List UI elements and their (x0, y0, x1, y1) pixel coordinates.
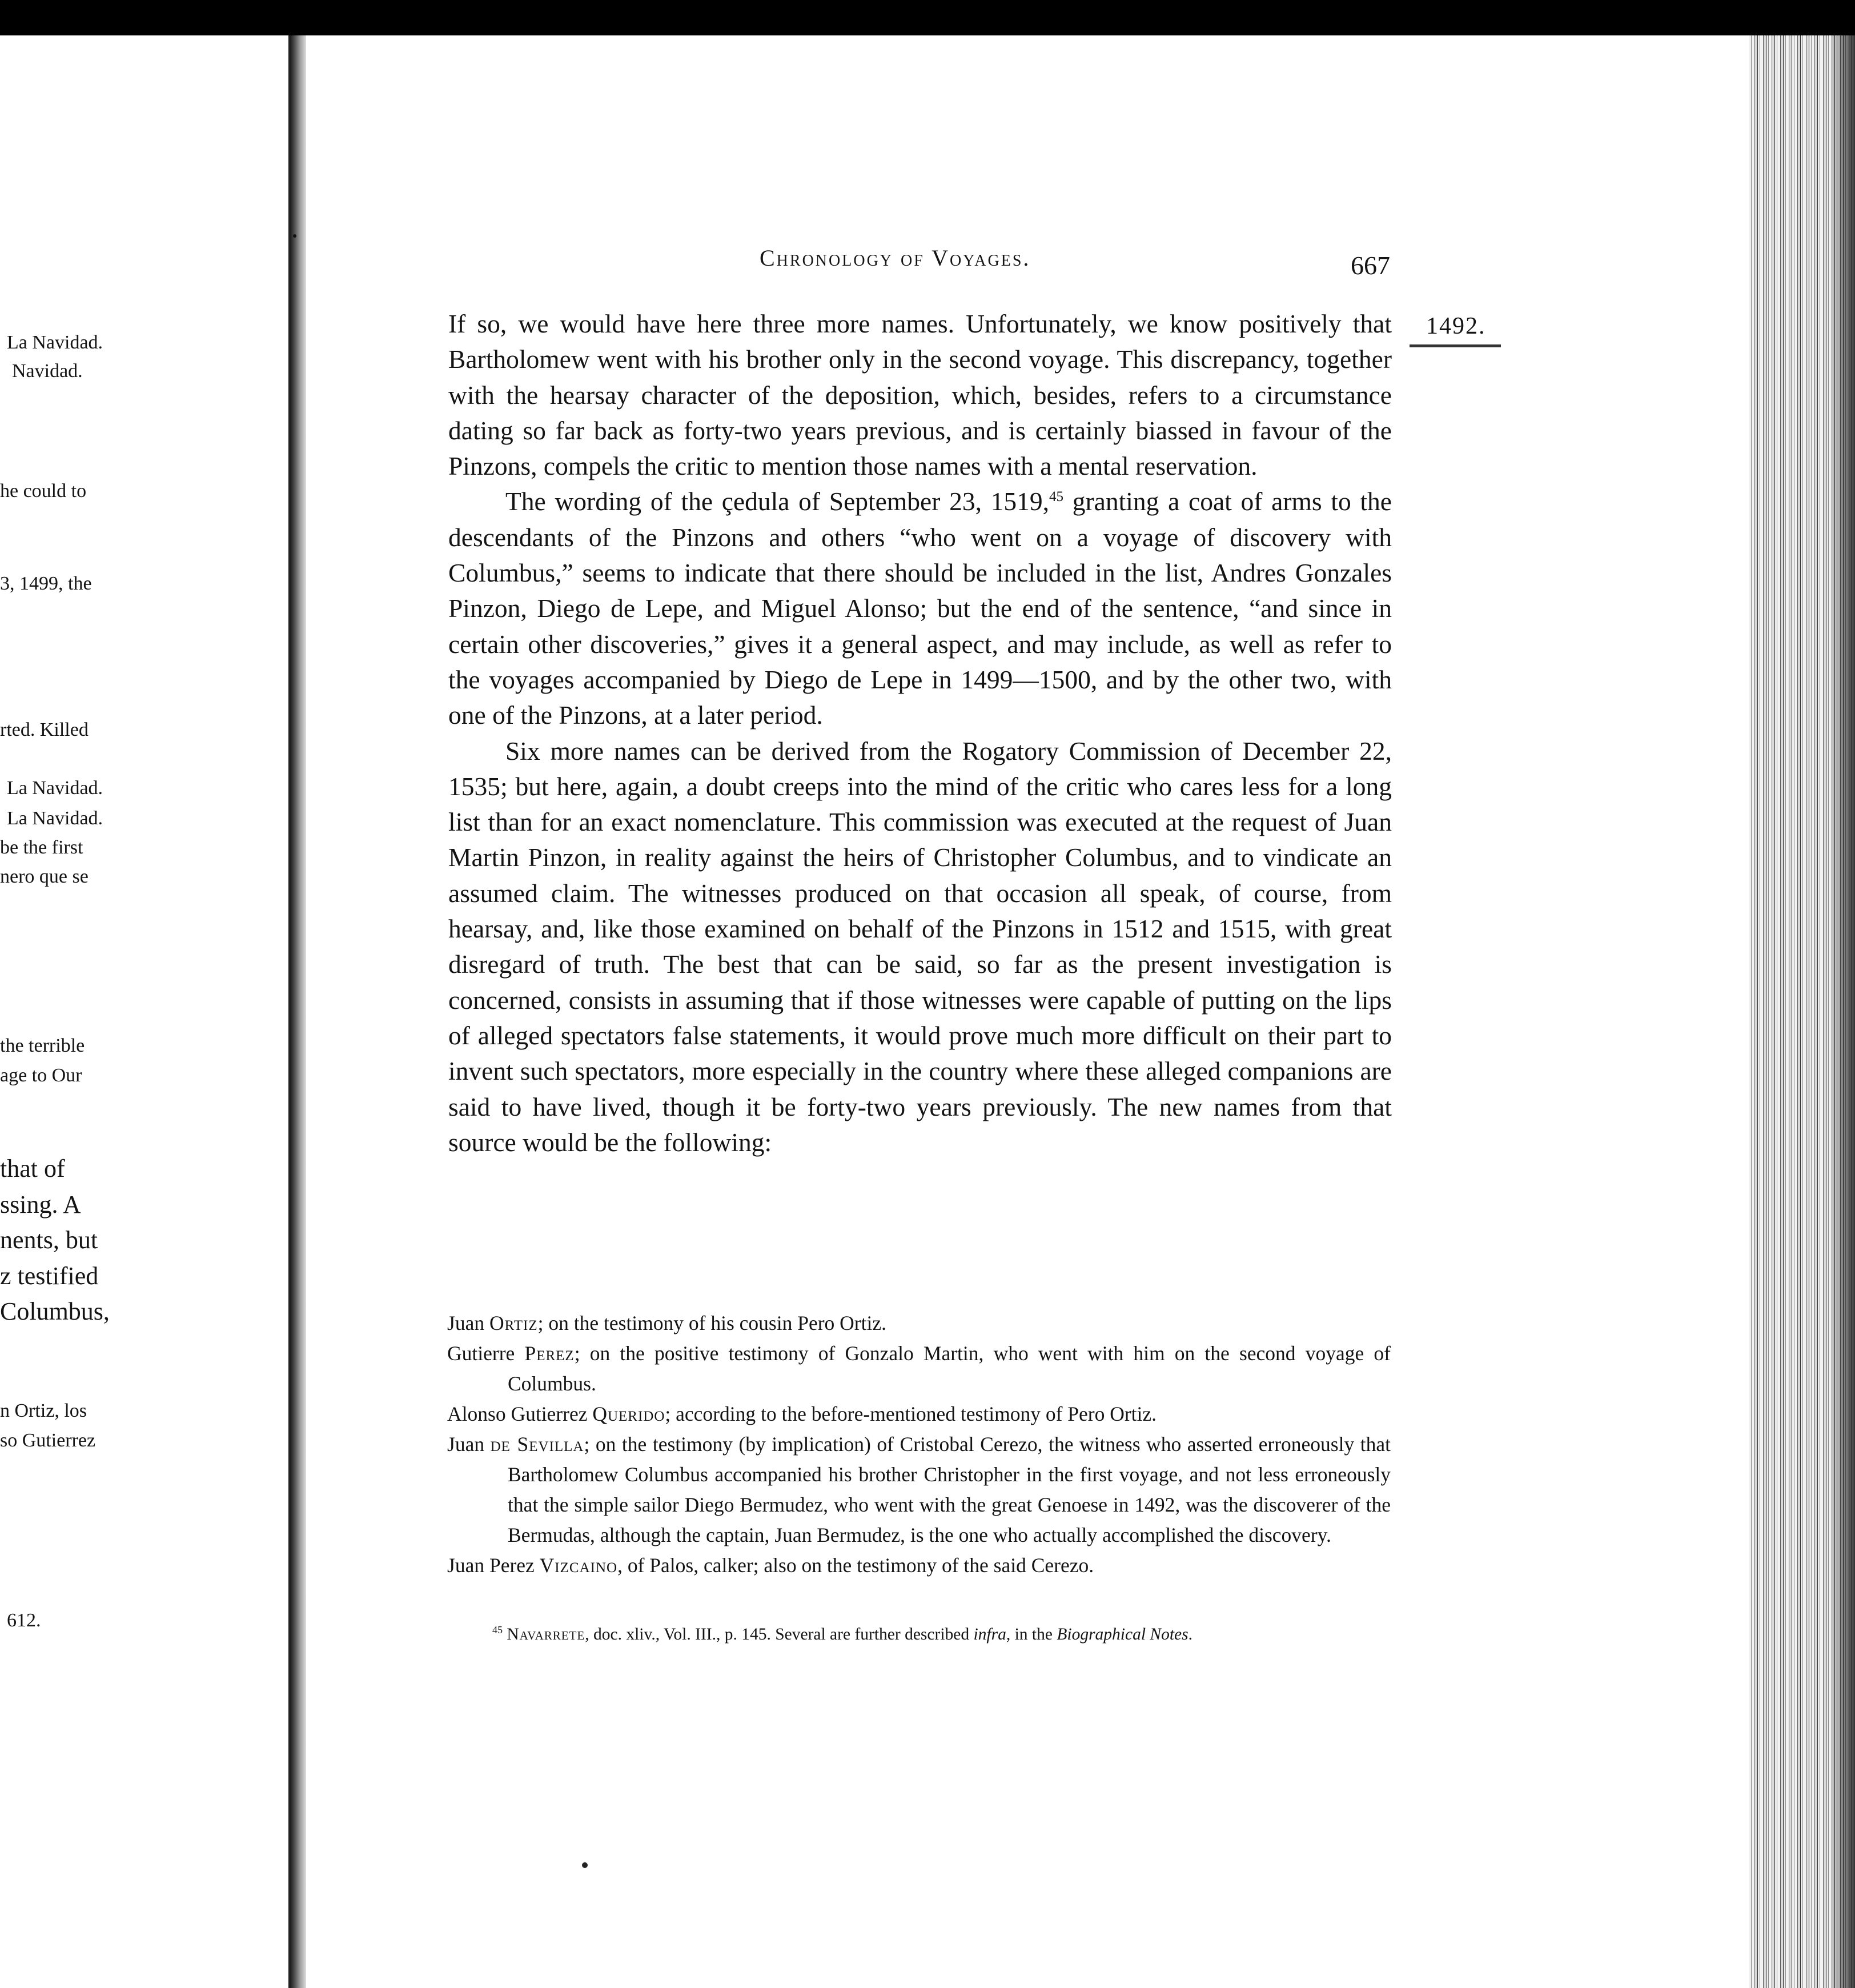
left-page-fragment: La Navidad. (7, 332, 103, 353)
left-page-fragment: La Navidad. (7, 808, 103, 829)
list-item (447, 1550, 1391, 1581)
left-page-fragment: the terrible (0, 1035, 85, 1056)
footnote-text: , doc. xliv., Vol. III., p. 145. Several are further described (585, 1625, 974, 1644)
margin-year-rule (1410, 344, 1501, 347)
left-page (0, 35, 291, 1988)
paragraph (448, 484, 1392, 733)
left-page-fragment: ssing. A (0, 1191, 81, 1219)
footnote-text: . (1188, 1625, 1192, 1644)
entry-note: ; on the testimony (by implication) of Cristobal Cerezo, the witness who asserted erroneously that Bartholomew Columbus accompanied his brother Christopher in the first voyage, and not less erroneously that the simple sailor Diego Bermudez, who went with the great Genoese in 1492, was the discoverer of the Bermudas, although the captain, Juan Bermudez, is the one who actually accomplished the discovery. (508, 1433, 1391, 1546)
paragraph-text: granting a coat of arms to the descendants of the Pinzons and others “who went on a voyage of discovery with Columbus,” seems to indicate that there should be included in the list, Andres Gonzales Pinzon, Diego de Lepe, and Miguel Alonso; but the end of the sentence, “and since in certain other discoveries,” gives it a general aspect, and may include, as well as refer to the voyages accompanied by Diego de Lepe in 1499—1500, and by the other two, with one of the Pinzons, at a later period. (448, 487, 1392, 730)
surname: de Sevilla (490, 1433, 584, 1456)
left-page-fragment: that of (0, 1155, 65, 1183)
entry-note: ; on the testimony of his cousin Pero Ortiz. (537, 1312, 886, 1334)
body-text (448, 306, 1392, 1160)
left-page-fragment: be the first (0, 837, 83, 858)
left-page-fragment: Navidad. (12, 360, 83, 382)
left-page-fragment: Columbus, (0, 1297, 110, 1325)
given-name: Gutierre (447, 1342, 525, 1365)
left-page-fragment: so Gutierrez (0, 1430, 96, 1451)
names-list (447, 1308, 1391, 1581)
paragraph: If so, we would have here three more names. Unfortunately, we know positively that Bartholomew went with his brother only in the second voyage. This discrepancy, together with the hearsay character of the deposition, which, besides, refers to a circumstance dating so far back as forty-two years previous, and is certainly biassed in favour of the Pinzons, compels the critic to mention those names with a mental reservation. (448, 309, 1392, 481)
left-page-fragment: 612. (7, 1610, 41, 1631)
entry-note: ; on the positive testimony of Gonzalo Martin, who went with him on the second voyage of Columbus. (508, 1342, 1391, 1395)
left-page-fragment: 3, 1499, the (0, 573, 92, 594)
left-page-fragment: n Ortiz, los (0, 1400, 87, 1421)
given-name: Juan (447, 1312, 489, 1334)
margin-year-note: 1492. (1426, 313, 1486, 339)
list-item (447, 1338, 1391, 1399)
paragraph-text: The wording of the çedula of September 23, 1519, (505, 487, 1050, 516)
footnote-number: 45 (492, 1624, 503, 1636)
list-item (447, 1308, 1391, 1338)
given-name: Juan Perez (447, 1554, 540, 1577)
left-page-fragment: rted. Killed (0, 719, 89, 740)
footnote-work-title: Biographical Notes (1057, 1625, 1189, 1644)
given-name: Alonso Gutierrez (447, 1402, 593, 1425)
page-speck (582, 1862, 588, 1868)
surname: Perez (524, 1342, 575, 1365)
surname: Querido (592, 1402, 665, 1425)
page-number: 667 (1351, 251, 1390, 280)
surname: Vizcaino (539, 1554, 618, 1577)
left-page-fragment: z testified (0, 1262, 99, 1290)
list-item (447, 1399, 1391, 1429)
paragraph: Six more names can be derived from the Rogatory Commission of December 22, 1535; but here, again, a doubt creeps into the mind of the critic who cares less for a long list than for an exact nomenclature. This commission was executed at the request of Juan Martin Pinzon, in reality against the heirs of Christopher Columbus, and to vindicate an assumed claim. The witnesses produced on that occasion all speak, of course, from hearsay, and, like those examined on behalf of the Pinzons in 1512 and 1515, with great disregard of truth. The best that can be said, so far as the present investigation is concerned, consists in assuming that if those witnesses were capable of putting on the lips of alleged spectators false statements, it would prove much more difficult on their part to invent such spectators, more especially in the country where these alleged companions are said to have lived, though it be forty-two years previously. The new names from that source would be the following: (448, 736, 1392, 1157)
footnote-reference: 45 (1049, 489, 1064, 505)
footnote (492, 1624, 1192, 1644)
given-name: Juan (447, 1433, 491, 1456)
entry-note: ; according to the before-mentioned testimony of Pero Ortiz. (665, 1402, 1157, 1425)
scan-top-border (0, 0, 1855, 35)
page-edges (1749, 35, 1855, 1988)
footnote-author: Navarrete (507, 1625, 585, 1644)
left-page-fragment: nents, but (0, 1226, 98, 1254)
left-page-fragment: nero que se (0, 866, 89, 887)
list-item (447, 1429, 1391, 1550)
left-page-fragment: age to Our (0, 1065, 82, 1086)
left-page-fragment: La Navidad. (7, 777, 103, 799)
running-head: Chronology of Voyages. (760, 245, 1031, 271)
footnote-infra: infra (973, 1625, 1006, 1644)
surname: Ortiz (489, 1312, 538, 1334)
book-gutter (290, 35, 306, 1988)
footnote-text: , in the (1006, 1625, 1057, 1644)
entry-note: , of Palos, calker; also on the testimony of the said Cerezo. (617, 1554, 1094, 1577)
gutter-mark (293, 234, 296, 238)
left-page-fragment: he could to (0, 480, 87, 502)
